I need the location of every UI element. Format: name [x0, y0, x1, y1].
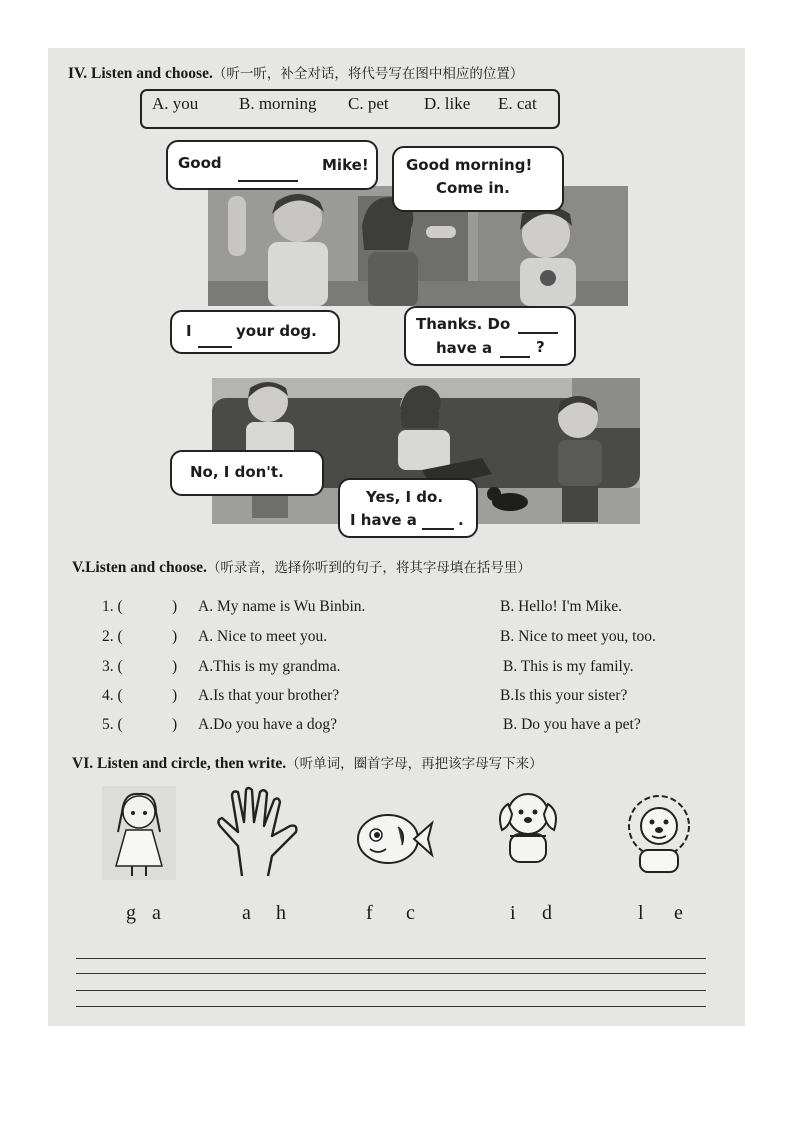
answer-blank[interactable]: [518, 318, 558, 334]
hand-picture: [212, 786, 304, 880]
letter-option[interactable]: a: [152, 902, 161, 924]
letter-option[interactable]: c: [406, 902, 415, 924]
bubble-no-dont: No, I don't.: [170, 450, 324, 496]
writing-line[interactable]: [76, 990, 706, 991]
bubble-thanks: Thanks. Do have a ?: [404, 306, 576, 366]
fish-picture: [348, 803, 434, 873]
answer-blank[interactable]: [500, 342, 530, 358]
choice-a: A.This is my grandma.: [198, 658, 341, 675]
answer-blank[interactable]: [422, 514, 454, 530]
question-number: 4. (: [102, 687, 123, 704]
bubble-yes-do: Yes, I do. I have a .: [338, 478, 478, 538]
bubble-like-dog: I your dog.: [170, 310, 340, 354]
question-number: 1. (: [102, 598, 123, 615]
letter-option[interactable]: d: [542, 902, 552, 924]
choice-a: A.Is that your brother?: [198, 687, 340, 704]
answer-blank[interactable]: [198, 332, 232, 348]
option-e: E. cat: [498, 94, 537, 113]
question-number: 5. (: [102, 716, 123, 733]
choice-a: A. Nice to meet you.: [198, 628, 328, 645]
option-d: D. like: [424, 94, 471, 113]
choice-b: B.Is this your sister?: [500, 687, 628, 704]
question-number: 3. (: [102, 658, 123, 675]
writing-line[interactable]: [76, 973, 706, 974]
answer-blank[interactable]: [238, 166, 298, 182]
answer-bracket-close: ): [172, 628, 178, 645]
option-c: C. pet: [348, 94, 389, 113]
answer-bracket-close: ): [172, 687, 178, 704]
option-a: A. you: [152, 94, 199, 113]
section5-instruction: （听录音，选择你听到的句子，将其字母填在括号里）: [206, 560, 531, 576]
answer-bracket-close: ): [172, 716, 178, 733]
bubble-good-morning: Good morning! Come in.: [392, 146, 564, 212]
letter-option[interactable]: e: [674, 902, 683, 924]
letter-option[interactable]: a: [242, 902, 251, 924]
option-b: B. morning: [239, 94, 317, 113]
section4-instruction: （听一听，补全对话，将代号写在图中相应的位置）: [212, 66, 524, 82]
writing-line[interactable]: [76, 958, 706, 959]
section4-heading: IV. Listen and choose.（听一听，补全对话，将代号写在图中相应的位置）: [68, 65, 524, 82]
answer-bracket-close: ): [172, 598, 178, 615]
section6-instruction: （听单词，圈首字母，再把该字母写下来）: [286, 756, 543, 772]
letter-option[interactable]: h: [276, 902, 286, 924]
letter-option[interactable]: l: [638, 902, 644, 924]
choice-b: B. This is my family.: [503, 658, 634, 675]
letter-option[interactable]: i: [510, 902, 516, 924]
answer-bracket-close: ): [172, 658, 178, 675]
letter-option[interactable]: f: [366, 902, 373, 924]
bubble-good-mike: Good Mike!: [166, 140, 378, 190]
worksheet-page: [48, 48, 745, 1026]
letter-option[interactable]: g: [126, 902, 136, 924]
question-number: 2. (: [102, 628, 123, 645]
writing-line[interactable]: [76, 1006, 706, 1007]
choice-a: A. My name is Wu Binbin.: [198, 598, 366, 615]
section6-heading: VI. Listen and circle, then write.（听单词，圈首字母，再把该字母写下来）: [72, 755, 543, 772]
choice-b: B. Do you have a pet?: [503, 716, 641, 733]
choice-a: A.Do you have a dog?: [198, 716, 338, 733]
lion-picture: [618, 792, 700, 876]
dog-picture: [488, 786, 568, 870]
section5-heading: V.Listen and choose.（听录音，选择你听到的句子，将其字母填在括号里）: [72, 559, 531, 576]
choice-b: B. Hello! I'm Mike.: [500, 598, 623, 615]
girl-picture: [102, 786, 176, 880]
choice-b: B. Nice to meet you, too.: [500, 628, 656, 645]
